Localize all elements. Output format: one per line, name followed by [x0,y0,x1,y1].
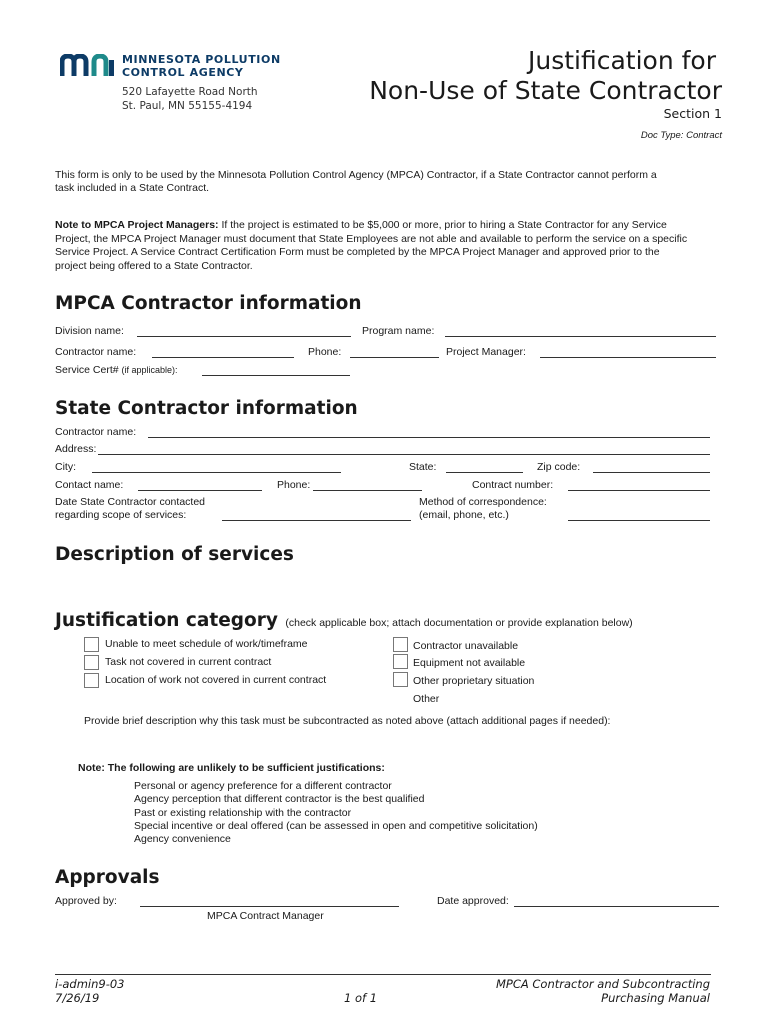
title-line2: Non-Use of State Contractor [369,76,722,105]
justification-heading: Justification category [55,610,278,631]
contractor-name-label: Contractor name: [55,346,137,358]
contract-number-field[interactable] [568,490,710,491]
logo-name-line2: CONTROL AGENCY [122,66,244,79]
contact-name-label: Contact name: [55,479,124,491]
division-name-field[interactable] [137,336,351,337]
date-contacted-label-line1: Date State Contractor contacted [55,496,205,508]
state-label: State: [409,461,437,473]
date-contacted-field[interactable] [222,520,411,521]
address-label: Address: [55,443,97,455]
pm-note-label: Note to MPCA Project Managers: [55,219,219,231]
service-cert-label [55,364,178,377]
justification-checkbox-right-1[interactable] [393,637,408,652]
justification-option-right-2: Equipment not available [413,657,526,669]
justification-option-right-3: Other proprietary situation [413,675,535,687]
justification-checkbox-left-3[interactable] [84,673,99,688]
mpca-contractor-heading: MPCA Contractor information [55,293,362,314]
pm-note-text: If the project is estimated to be $5,000 or more, prior to hiring a State Contractor for any Service [218,219,667,231]
footer-doc-id: i-admin9-03 [55,977,125,991]
document-title [369,46,722,106]
approvals-heading: Approvals [55,867,160,888]
justification-option-right-4: Other [413,693,440,705]
contact-name-field[interactable] [138,490,262,491]
intro-line2: task included in a State Contract. [55,182,210,194]
service-cert-field[interactable] [202,375,350,376]
title-line1: Justification for [527,46,716,75]
program-name-field[interactable] [445,336,716,337]
address-field[interactable] [98,454,710,455]
mpca-logo-mark-icon [60,54,118,78]
state-contractor-heading: State Contractor information [55,398,358,419]
state-phone-field[interactable] [313,490,422,491]
footer-rule [55,974,711,975]
footer-page-number: 1 of 1 [344,991,378,1005]
state-phone-label: Phone: [277,479,311,491]
division-name-label: Division name: [55,325,124,337]
justification-checkbox-right-2[interactable] [393,654,408,669]
approved-by-signature-field[interactable] [140,906,399,907]
state-field[interactable] [446,472,523,473]
contractor-phone-label: Phone: [308,346,342,358]
state-contractor-name-label: Contractor name: [55,426,137,438]
justification-option-right-1: Contractor unavailable [413,640,519,652]
doc-type-label: Doc Type: Contract [640,130,722,141]
justification-option-left-2: Task not covered in current contract [105,656,272,668]
justification-checkbox-left-1[interactable] [84,637,99,652]
service-cert-text: Service Cert# [55,364,119,376]
approved-by-label: Approved by: [55,895,117,907]
project-manager-label: Project Manager: [446,346,526,358]
insufficient-note-title: Note: The following are unlikely to be sufficient justifications: [78,762,385,774]
description-heading: Description of services [55,544,294,565]
insufficient-note-item: Personal or agency preference for a different contractor [134,780,392,792]
insufficient-note-item: Past or existing relationship with the contractor [134,806,352,819]
justification-checkbox-right-3[interactable] [393,672,408,687]
method-label-line2: (email, phone, etc.) [419,509,509,521]
contract-manager-caption: MPCA Contract Manager [207,910,324,922]
logo-name-line1: MINNESOTA POLLUTION [122,53,281,66]
date-contacted-label-line2: regarding scope of services: [55,509,187,521]
justification-subheading: (check applicable box; attach documentation or provide explanation below) [285,617,633,629]
city-field[interactable] [92,472,341,473]
footer-manual-line2: Purchasing Manual [601,991,710,1005]
state-contractor-name-field[interactable] [148,437,710,438]
contract-number-label: Contract number: [472,479,554,491]
footer-date: 7/26/19 [55,991,100,1005]
provide-description-text: Provide brief description why this task must be subcontracted as noted above (attach additional pages if needed): [84,715,611,727]
insufficient-note-item: Special incentive or deal offered (can be assessed in open and competitive solicitation) [134,819,538,832]
zip-code-label: Zip code: [537,461,581,473]
intro-line1: This form is only to be used by the Minnesota Pollution Control Agency (MPCA) Contractor, if a State Contractor cannot perform a [55,169,657,181]
method-field[interactable] [568,520,710,521]
service-cert-note: (if applicable): [121,365,178,375]
insufficient-note-item: Agency perception that different contractor is the best qualified [134,793,425,806]
contractor-name-field[interactable] [152,357,294,358]
justification-option-left-3: Location of work not covered in current contract [105,674,327,686]
pm-note-line1 [55,219,667,232]
project-manager-field[interactable] [540,357,716,358]
zip-code-field[interactable] [593,472,710,473]
method-label-line1: Method of correspondence: [419,496,547,508]
program-name-label: Program name: [362,325,435,337]
pm-note-line2: Project, the MPCA Project Manager must document that State Employees are not able and available to perform the service on a specific [55,233,688,245]
agency-address-line2: St. Paul, MN 55155-4194 [122,100,253,112]
pm-note-line3: Service Project. A Service Contract Certification Form must be completed by the MPCA Project Manager and approved prior to the [55,246,660,258]
agency-address-line1: 520 Lafayette Road North [122,86,258,98]
date-approved-field[interactable] [514,906,719,907]
pm-note-line4: project being offered to a State Contractor. [55,260,253,272]
agency-logo [60,52,300,118]
insufficient-note-item: Agency convenience [134,833,231,846]
date-approved-label: Date approved: [437,895,509,907]
footer-manual-line1: MPCA Contractor and Subcontracting [495,977,710,991]
justification-heading-row [55,610,633,631]
section-label: Section 1 [663,106,722,121]
contractor-phone-field[interactable] [350,357,439,358]
justification-option-left-1: Unable to meet schedule of work/timeframe [105,638,308,650]
city-label: City: [55,461,76,473]
justification-checkbox-left-2[interactable] [84,655,99,670]
